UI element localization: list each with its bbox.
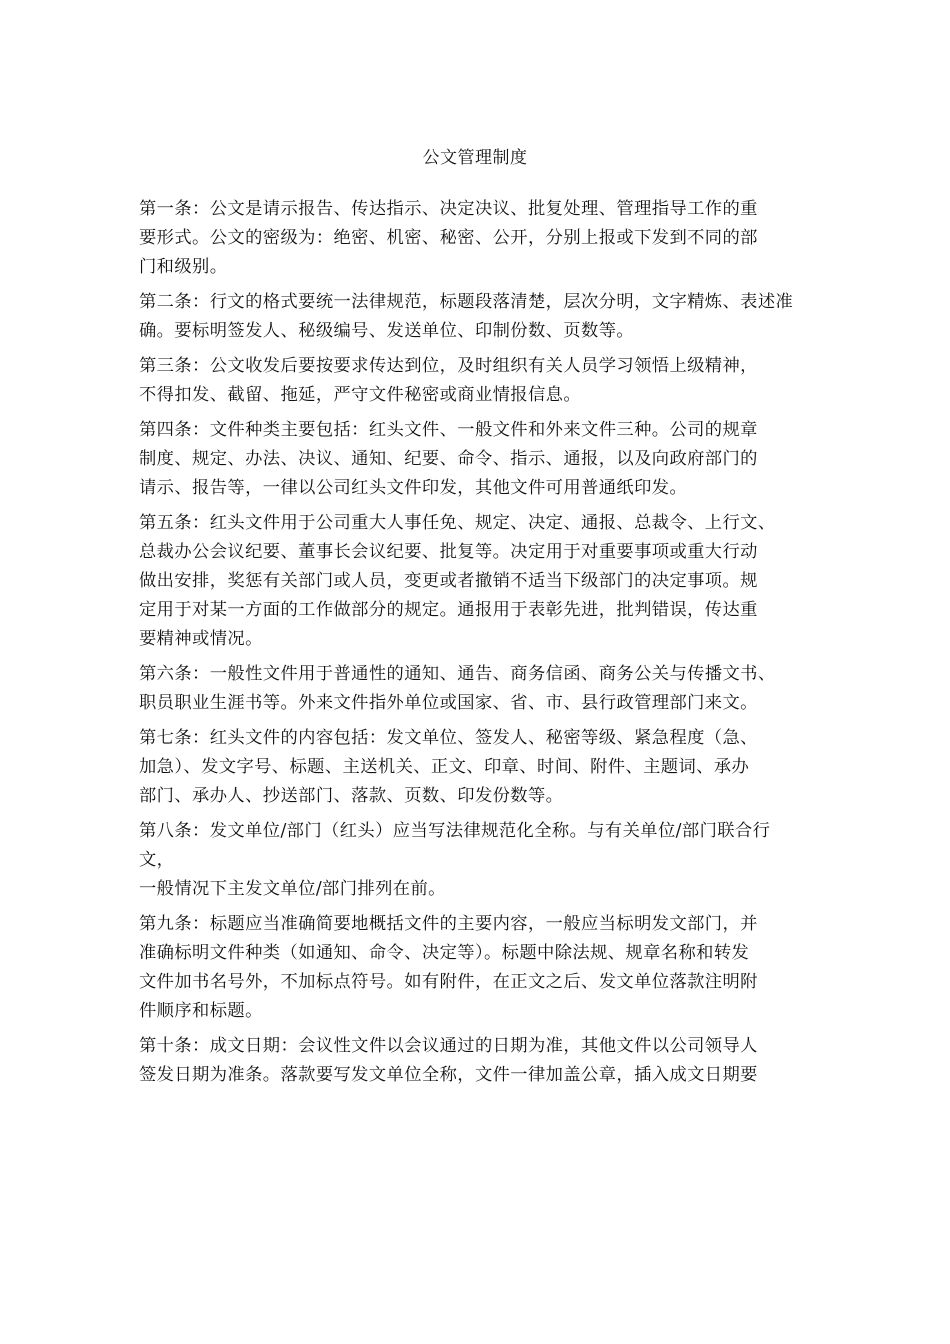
text-line: 要形式。公文的密级为：绝密、机密、秘密、公开，分别上报或下发到不同的部 <box>139 228 758 248</box>
text-line: 第六条：一般性文件用于普通性的通知、通告、商务信函、商务公关与传播文书、 <box>139 664 776 684</box>
text-line: 第一条：公文是请示报告、传达指示、决定决议、批复处理、管理指导工作的重 <box>139 199 758 219</box>
article-1 <box>139 195 819 282</box>
article-9 <box>139 910 819 1026</box>
article-10 <box>139 1032 819 1090</box>
text-line: 第十条：成文日期：会议性文件以会议通过的日期为准，其他文件以公司领导人 <box>139 1036 758 1056</box>
text-line: 文件加书名号外，不加标点符号。如有附件，在正文之后、发文单位落款注明附 <box>139 972 758 992</box>
text-line: 第四条：文件种类主要包括：红头文件、一般文件和外来文件三种。公司的规章 <box>139 420 758 440</box>
text-line: 签发日期为准条。落款要写发文单位全称，文件一律加盖公章，插入成文日期要 <box>139 1065 758 1085</box>
article-4 <box>139 416 819 503</box>
text-line: 第二条：行文的格式要统一法律规范，标题段落清楚，层次分明，文字精炼、表述准 <box>139 292 794 312</box>
text-line: 定用于对某一方面的工作做部分的规定。通报用于表彰先进，批判错误，传达重 <box>139 600 758 620</box>
text-line: 准确标明文件种类（如通知、命令、决定等）。标题中除法规、规章名称和转发 <box>139 943 750 963</box>
article-3 <box>139 352 819 410</box>
text-line: 第三条：公文收发后要按要求传达到位，及时组织有关人员学习领悟上级精神， <box>139 356 758 376</box>
text-line: 部门、承办人、抄送部门、落款、页数、印发份数等。 <box>139 786 564 806</box>
text-line: 不得扣发、截留、拖延，严守文件秘密或商业情报信息。 <box>139 385 582 405</box>
text-line: 要精神或情况。 <box>139 629 263 649</box>
article-5 <box>139 509 819 654</box>
text-line: 做出安排，奖惩有关部门或人员，变更或者撤销不适当下级部门的决定事项。规 <box>139 571 758 591</box>
article-8 <box>139 817 819 904</box>
text-line: 一般情况下主发文单位/部门排列在前。 <box>139 879 446 899</box>
text-line: 确。要标明签发人、秘级编号、发送单位、印制份数、页数等。 <box>139 321 635 341</box>
document-title: 公文管理制度 <box>422 148 528 168</box>
text-line: 制度、规定、办法、决议、通知、纪要、命令、指示、通报，以及向政府部门的 <box>139 449 758 469</box>
text-line: 职员职业生涯书等。外来文件指外单位或国家、省、市、县行政管理部门来文。 <box>139 693 758 713</box>
article-7 <box>139 724 819 811</box>
text-line: 请示、报告等，一律以公司红头文件印发，其他文件可用普通纸印发。 <box>139 478 688 498</box>
article-2 <box>139 288 819 346</box>
text-line: 第五条：红头文件用于公司重大人事任免、规定、决定、通报、总裁令、上行文、 <box>139 513 776 533</box>
text-line: 第七条：红头文件的内容包括：发文单位、签发人、秘密等级、紧急程度（急、 <box>139 728 758 748</box>
text-line: 文， <box>139 850 175 870</box>
text-line: 第八条：发文单位/部门（红头）应当写法律规范化全称。与有关单位/部门联合行 <box>139 821 771 841</box>
text-line: 加急）、发文字号、标题、主送机关、正文、印章、时间、附件、主题词、承办 <box>139 757 750 777</box>
text-line: 门和级别。 <box>139 257 228 277</box>
text-line: 件顺序和标题。 <box>139 1001 263 1021</box>
text-line: 总裁办公会议纪要、董事长会议纪要、批复等。决定用于对重要事项或重大行动 <box>139 542 758 562</box>
document-body <box>139 195 819 1096</box>
text-line: 第九条：标题应当准确简要地概括文件的主要内容，一般应当标明发文部门，并 <box>139 914 758 934</box>
article-6 <box>139 660 819 718</box>
